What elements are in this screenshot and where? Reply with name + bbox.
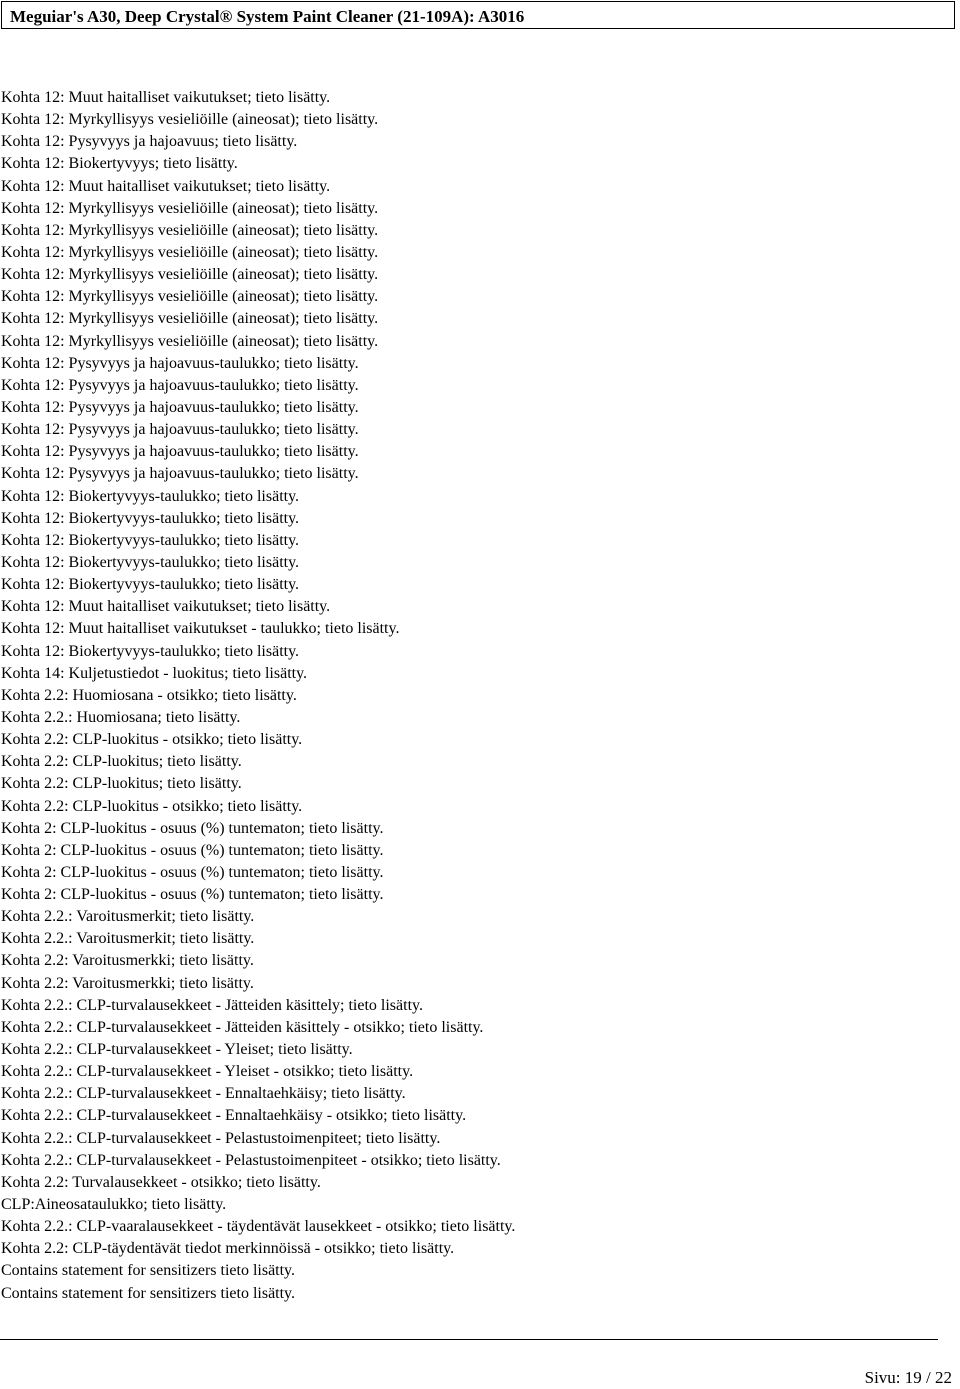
revision-note-line: Kohta 2.2: CLP-luokitus; tieto lisätty.	[1, 753, 242, 771]
revision-note-line: Kohta 2.2.: CLP-turvalausekkeet - Ennaltaehkäisy - otsikko; tieto lisätty.	[1, 1107, 467, 1125]
revision-note-line: Kohta 12: Pysyvyys ja hajoavuus; tieto lisätty.	[1, 133, 298, 151]
revision-note-line: Kohta 2.2.: CLP-turvalausekkeet - Yleiset - otsikko; tieto lisätty.	[1, 1063, 414, 1081]
revision-note-line: Kohta 12: Myrkyllisyys vesieliöille (aineosat); tieto lisätty.	[1, 243, 379, 261]
revision-note-line: Kohta 12: Biokertyvyys-taulukko; tieto lisätty.	[1, 509, 300, 527]
revision-note-line: Kohta 12: Pysyvyys ja hajoavuus-taulukko; tieto lisätty.	[1, 421, 359, 439]
revision-note-line: Kohta 14: Kuljetustiedot - luokitus; tieto lisätty.	[1, 664, 308, 682]
revision-note-line: Kohta 2.2.: CLP-turvalausekkeet - Pelastustoimenpiteet - otsikko; tieto lisätty.	[1, 1151, 501, 1169]
revision-note-line: Kohta 12: Muut haitalliset vaikutukset; tieto lisätty.	[1, 177, 331, 195]
revision-note-line: Kohta 12: Pysyvyys ja hajoavuus-taulukko; tieto lisätty.	[1, 465, 359, 483]
revision-note-line: Kohta 2.2.: CLP-turvalausekkeet - Jätteiden käsittely - otsikko; tieto lisätty.	[1, 1018, 484, 1036]
revision-note-line: Kohta 2: CLP-luokitus - osuus (%) tuntematon; tieto lisätty.	[1, 863, 384, 881]
revision-note-line: Contains statement for sensitizers tieto lisätty.	[1, 1284, 296, 1302]
revision-note-line: CLP:Aineosataulukko; tieto lisätty.	[1, 1196, 227, 1214]
revision-note-line: Kohta 2: CLP-luokitus - osuus (%) tuntematon; tieto lisätty.	[1, 886, 384, 904]
revision-note-line: Kohta 12: Biokertyvyys-taulukko; tieto lisätty.	[1, 642, 300, 660]
revision-note-line: Kohta 2.2.: CLP-turvalausekkeet - Ennaltaehkäisy; tieto lisätty.	[1, 1085, 406, 1103]
revision-note-line: Kohta 2: CLP-luokitus - osuus (%) tuntematon; tieto lisätty.	[1, 841, 384, 859]
revision-note-line: Kohta 12: Muut haitalliset vaikutukset; tieto lisätty.	[1, 598, 331, 616]
revision-note-line: Kohta 12: Biokertyvyys-taulukko; tieto lisätty.	[1, 531, 300, 549]
revision-note-line: Kohta 2.2: Turvalausekkeet - otsikko; tieto lisätty.	[1, 1173, 321, 1191]
page-number: Sivu: 19 / 22	[864, 1368, 952, 1387]
revision-note-line: Kohta 2.2: CLP-luokitus - otsikko; tieto lisätty.	[1, 797, 303, 815]
revision-note-line: Kohta 12: Pysyvyys ja hajoavuus-taulukko; tieto lisätty.	[1, 443, 359, 461]
revision-note-line: Kohta 12: Myrkyllisyys vesieliöille (aineosat); tieto lisätty.	[1, 221, 379, 239]
revision-note-line: Kohta 2: CLP-luokitus - osuus (%) tuntematon; tieto lisätty.	[1, 819, 384, 837]
document-title: Meguiar's A30, Deep Crystal® System Paint Cleaner (21-109A): A3016	[10, 7, 525, 26]
revision-note-line: Kohta 12: Myrkyllisyys vesieliöille (aineosat); tieto lisätty.	[1, 199, 379, 217]
revision-note-line: Kohta 12: Myrkyllisyys vesieliöille (aineosat); tieto lisätty.	[1, 266, 379, 284]
revision-note-line: Contains statement for sensitizers tieto lisätty.	[1, 1262, 296, 1280]
revision-note-line: Kohta 2.2.: CLP-turvalausekkeet - Yleiset; tieto lisätty.	[1, 1041, 353, 1059]
revision-note-line: Kohta 12: Pysyvyys ja hajoavuus-taulukko; tieto lisätty.	[1, 376, 359, 394]
revision-note-line: Kohta 12: Biokertyvyys-taulukko; tieto lisätty.	[1, 487, 300, 505]
revision-notes-list	[1, 87, 951, 1305]
revision-note-line: Kohta 2.2: Varoitusmerkki; tieto lisätty.	[1, 952, 254, 970]
revision-note-line: Kohta 2.2: CLP-luokitus; tieto lisätty.	[1, 775, 242, 793]
revision-note-line: Kohta 12: Pysyvyys ja hajoavuus-taulukko; tieto lisätty.	[1, 354, 359, 372]
document-header	[1, 1, 955, 29]
revision-note-line: Kohta 12: Muut haitalliset vaikutukset; tieto lisätty.	[1, 89, 331, 106]
revision-note-line: Kohta 12: Myrkyllisyys vesieliöille (aineosat); tieto lisätty.	[1, 310, 379, 328]
revision-note-line: Kohta 12: Muut haitalliset vaikutukset - taulukko; tieto lisätty.	[1, 620, 400, 638]
footer-divider	[0, 1339, 938, 1340]
revision-note-line: Kohta 12: Biokertyvyys-taulukko; tieto lisätty.	[1, 576, 300, 594]
revision-note-line: Kohta 2.2: CLP-luokitus - otsikko; tieto lisätty.	[1, 731, 303, 749]
revision-note-line: Kohta 12: Myrkyllisyys vesieliöille (aineosat); tieto lisätty.	[1, 332, 379, 350]
revision-note-line: Kohta 2.2: Huomiosana - otsikko; tieto lisätty.	[1, 686, 297, 704]
revision-note-line: Kohta 12: Biokertyvyys-taulukko; tieto lisätty.	[1, 553, 300, 571]
revision-note-line: Kohta 12: Biokertyvyys; tieto lisätty.	[1, 155, 238, 173]
revision-note-line: Kohta 2.2.: CLP-vaaralausekkeet - täydentävät lausekkeet - otsikko; tieto lisätty.	[1, 1218, 516, 1236]
revision-note-line: Kohta 2.2.: CLP-turvalausekkeet - Jätteiden käsittely; tieto lisätty.	[1, 996, 423, 1014]
revision-note-line: Kohta 2.2.: Varoitusmerkit; tieto lisätty.	[1, 930, 255, 948]
revision-note-line: Kohta 2.2.: Huomiosana; tieto lisätty.	[1, 708, 241, 726]
revision-note-line: Kohta 2.2.: CLP-turvalausekkeet - Pelastustoimenpiteet; tieto lisätty.	[1, 1129, 441, 1147]
revision-note-line: Kohta 12: Pysyvyys ja hajoavuus-taulukko; tieto lisätty.	[1, 398, 359, 416]
revision-note-line: Kohta 12: Myrkyllisyys vesieliöille (aineosat); tieto lisätty.	[1, 288, 379, 306]
revision-note-line: Kohta 2.2: Varoitusmerkki; tieto lisätty.	[1, 974, 254, 992]
revision-note-line: Kohta 2.2: CLP-täydentävät tiedot merkinnöissä - otsikko; tieto lisätty.	[1, 1240, 455, 1258]
revision-note-line: Kohta 12: Myrkyllisyys vesieliöille (aineosat); tieto lisätty.	[1, 111, 379, 129]
revision-note-line: Kohta 2.2.: Varoitusmerkit; tieto lisätty.	[1, 908, 255, 926]
